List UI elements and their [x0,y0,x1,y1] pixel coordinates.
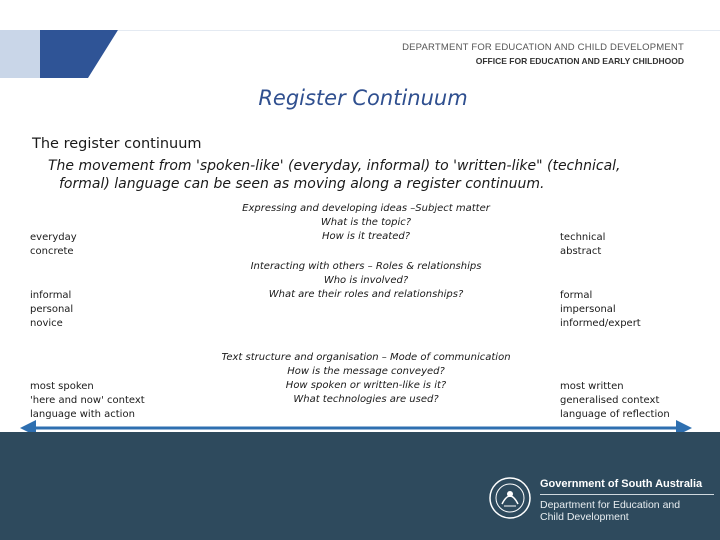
slide-subtitle: The register continuum [32,136,202,152]
header-band [0,0,720,78]
intro-line-1: The movement from 'spoken-like' (everyday, informal) to 'written-like" (technical, [48,158,621,174]
center-item-subject-matter: Expressing and developing ideas –Subject matter What is the topic? How is it treated? [242,203,490,242]
footer-government-block [540,478,714,523]
office-name: OFFICE FOR EDUCATION AND EARLY CHILDHOOD [475,56,684,66]
center-item-mode: Text structure and organisation – Mode of communication How is the message conveyed? How spoken or written-like is it? What technologies are used? [221,352,511,405]
intro-text [48,157,688,193]
left-item-most-spoken: most spoken 'here and now' context language with action [30,381,145,420]
right-item-technical: technical abstract [560,232,606,257]
left-item-informal: informal personal novice [30,290,74,329]
footer-department-line-1: Department for Education and [540,499,681,511]
footer-department-line-2: Child Development [540,511,629,523]
government-name: Government of South Australia [540,478,714,495]
left-item-everyday: everyday concrete [30,232,77,257]
south-australia-crest-icon [488,474,532,522]
right-item-formal: formal impersonal informed/expert [560,290,641,329]
slide-title: Register Continuum [258,86,468,110]
department-name: DEPARTMENT FOR EDUCATION AND CHILD DEVELOPMENT [402,42,684,53]
header-accent-shapes [0,0,720,78]
department-header [402,42,684,66]
right-item-most-written: most written generalised context language of reflection [560,381,670,420]
center-item-roles: Interacting with others – Roles & relationships Who is involved? What are their roles and relationships? [250,261,482,300]
intro-line-2: formal) language can be seen as moving along a register continuum. [59,176,545,192]
